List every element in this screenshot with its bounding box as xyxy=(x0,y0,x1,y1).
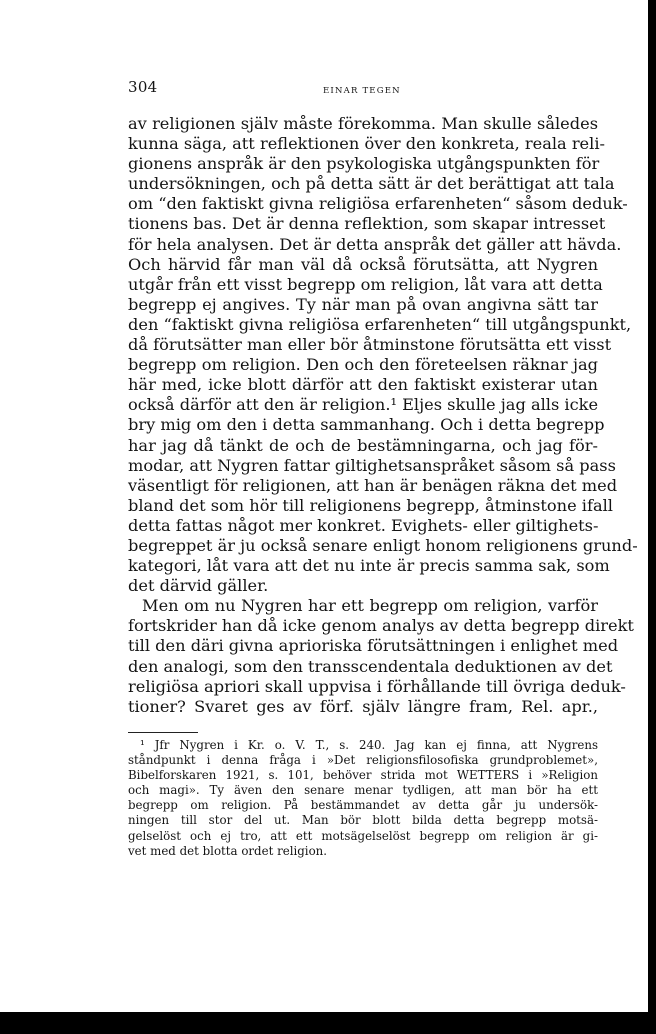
body-line: Men om nu Nygren har ett begrepp om religion, varför xyxy=(142,596,598,616)
body-line: väsentligt för religionen, att han är benägen räkna det med xyxy=(128,475,618,495)
body-line: kunna säga, att reflektionen över den konkreta, reala reli- xyxy=(128,134,605,154)
footnote-line: ståndpunkt i denna fråga i »Det religionsfilosofiska grundproblemet», xyxy=(128,753,598,768)
body-line: tioner? Svaret ges av förf. själv längre fram, Rel. apr., xyxy=(128,696,598,716)
body-line: av religionen själv måste förekomma. Man skulle således xyxy=(128,114,598,133)
footnote-line: ¹ Jfr Nygren i Kr. o. V. T., s. 240. Jag kan ej finna, att Nygrens xyxy=(140,738,598,752)
running-title: EINAR TEGEN xyxy=(323,86,401,96)
body-line: till den däri givna aprioriska förutsättningen i enlighet med xyxy=(128,636,619,656)
body-line: tionens bas. Det är denna reflektion, som skapar intresset xyxy=(128,214,606,234)
body-line: för hela analysen. Det är detta anspråk det gäller att hävda. xyxy=(128,234,622,254)
body-line: då förutsätter man eller bör åtminstone förutsätta ett visst xyxy=(128,335,612,355)
scan-edge-right xyxy=(648,0,656,1034)
footnote-line: begrepp om religion. På bestämmandet av detta går ju undersök- xyxy=(128,798,598,813)
footnotes xyxy=(128,738,598,859)
body-line: om “den faktiskt givna religiösa erfarenheten“ såsom deduk- xyxy=(128,194,628,214)
body-line: den “faktiskt givna religiösa erfarenheten“ till utgångspunkt, xyxy=(128,314,632,334)
footnote-line: ningen till stor del ut. Man bör blott bilda detta begrepp motsä- xyxy=(128,813,598,828)
footnote-line: och magi». Ty även den senare menar tydligen, att man bör ha ett xyxy=(128,783,598,798)
body-line: det därvid gäller. xyxy=(128,576,269,596)
body-line: den analogi, som den transscendentala deduktionen av det xyxy=(128,656,613,676)
footnote-line: Bibelforskaren 1921, s. 101, behöver strida mot WETTERS i »Religion xyxy=(128,768,598,783)
footnote-line: vet med det blotta ordet religion. xyxy=(128,843,328,858)
body-line: modar, att Nygren fattar giltighetsanspråket såsom så pass xyxy=(128,455,616,475)
body-line: gionens anspråk är den psykologiska utgångspunkten för xyxy=(128,154,600,174)
body-line: bry mig om den i detta sammanhang. Och i detta begrepp xyxy=(128,415,605,435)
body-line: begreppet är ju också senare enligt honom religionens grund- xyxy=(128,535,638,555)
body-text xyxy=(128,114,638,717)
body-line: fortskrider han då icke genom analys av detta begrepp direkt xyxy=(128,616,634,636)
footnote-divider xyxy=(128,732,198,733)
body-line: religiösa apriori skall uppvisa i förhållande till övriga deduk- xyxy=(128,676,626,696)
scan-edge-bottom xyxy=(0,1012,656,1034)
body-line: också därför att den är religion.¹ Eljes skulle jag alls icke xyxy=(128,395,599,415)
body-line: begrepp om religion. Den och den företeelsen räknar jag xyxy=(128,355,598,375)
body-line: har jag då tänkt de och de bestämningarna, och jag för- xyxy=(128,435,598,455)
footnote-line: gelselöst och ej tro, att ett motsägelselöst begrepp om religion är gi- xyxy=(128,828,598,843)
body-line: här med, icke blott därför att den faktiskt existerar utan xyxy=(128,375,598,395)
page-number: 304 xyxy=(128,78,158,96)
body-line: Och härvid får man väl då också förutsätta, att Nygren xyxy=(128,254,598,274)
body-line: kategori, låt vara att det nu inte är precis samma sak, som xyxy=(128,556,610,576)
body-line: begrepp ej angives. Ty när man på ovan angivna sätt tar xyxy=(128,294,598,314)
body-line: undersökningen, och på detta sätt är det berättigat att tala xyxy=(128,174,615,194)
body-line: detta fattas något mer konkret. Evighets- eller giltighets- xyxy=(128,515,599,535)
body-line: utgår från ett visst begrepp om religion, låt vara att detta xyxy=(128,274,603,294)
body-line: bland det som hör till religionens begrepp, åtminstone ifall xyxy=(128,495,613,515)
